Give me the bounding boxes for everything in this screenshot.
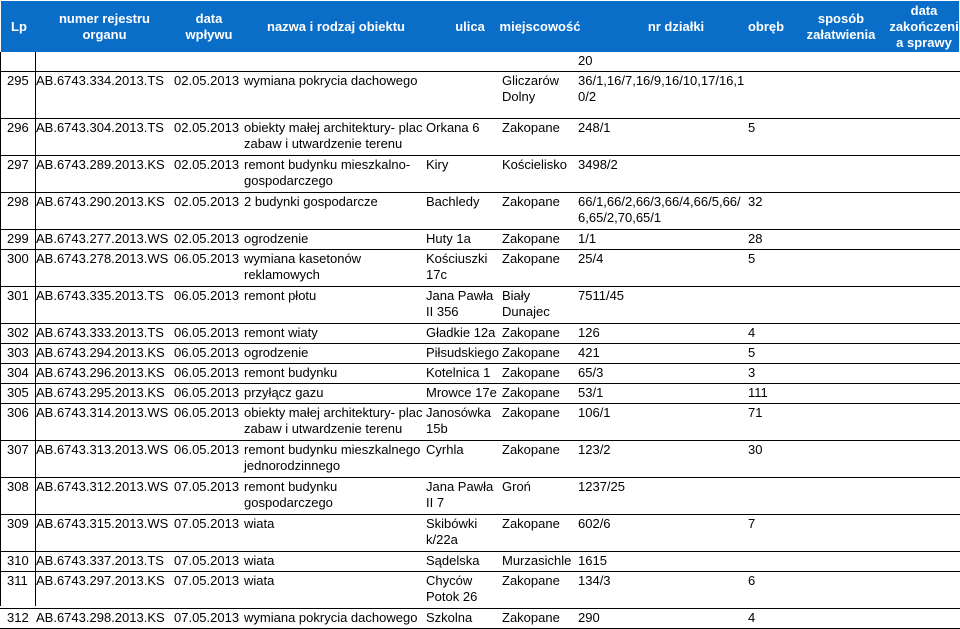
row-town: Kościelisko <box>502 157 568 172</box>
row-object-name: ogrodzenie <box>244 345 309 360</box>
row-object-name: przyłącz gazu <box>244 385 324 400</box>
row-lp: 307 <box>7 442 29 457</box>
header-resolution: sposób załatwienia <box>806 10 876 42</box>
row-lp: 296 <box>7 120 29 135</box>
row-register-number: AB.6743.314.2013.WS <box>36 405 169 420</box>
row-lp: 304 <box>7 365 29 380</box>
header-register-number: numer rejestru organu <box>58 10 151 42</box>
row-street: Huty 1a <box>426 231 471 246</box>
row-register-number: AB.6743.277.2013.WS <box>36 231 169 246</box>
row-date: 02.05.2013 <box>174 194 240 209</box>
row-plot: 3498/2 <box>578 157 618 172</box>
row-object-name: remont budynku mieszkalnego jednorodzinnego <box>244 442 421 473</box>
row-precinct: 4 <box>748 325 756 340</box>
row-register-number: AB.6743.312.2013.WS <box>36 479 169 494</box>
row-plot: 7511/45 <box>578 288 625 303</box>
row-precinct: 28 <box>748 231 763 246</box>
row-precinct: 5 <box>748 345 756 360</box>
row-lp: 295 <box>7 73 29 88</box>
row-plot: 1237/25 <box>578 479 625 494</box>
row-object-name: wymiana pokrycia dachowego <box>244 73 418 88</box>
row-object-name: wiata <box>244 553 275 568</box>
row-register-number: AB.6743.298.2013.KS <box>36 610 165 625</box>
row-object-name: remont budynku gospodarczego <box>244 479 338 510</box>
row-precinct: 5 <box>748 251 756 266</box>
row-register-number: AB.6743.297.2013.KS <box>36 573 165 588</box>
row-town: Zakopane <box>502 385 560 400</box>
row-date: 07.05.2013 <box>174 610 240 625</box>
row-register-number: AB.6743.333.2013.TS <box>36 325 164 340</box>
table-row <box>0 478 960 515</box>
row-street: Kiry <box>426 157 449 172</box>
row-town: Zakopane <box>502 610 560 625</box>
table-row <box>0 552 960 572</box>
row-lp: 308 <box>7 479 29 494</box>
row-town: Zakopane <box>502 194 560 209</box>
row-date: 07.05.2013 <box>174 553 240 568</box>
row-date: 02.05.2013 <box>174 157 240 172</box>
row-precinct: 3 <box>748 365 756 380</box>
header-closing-date: data zakończeni a sprawy <box>889 2 959 50</box>
row-lp: 312 <box>7 610 29 625</box>
table-row <box>0 441 960 478</box>
row-register-number: AB.6743.278.2013.WS <box>36 251 169 266</box>
table-row <box>0 230 960 250</box>
row-lp: 300 <box>7 251 29 266</box>
row-date: 06.05.2013 <box>174 288 240 303</box>
row-register-number: AB.6743.290.2013.KS <box>36 194 165 209</box>
header-lp: Lp <box>11 18 27 34</box>
row-register-number: AB.6743.337.2013.TS <box>36 553 164 568</box>
table-row <box>0 364 960 384</box>
row-plot: 53/1 <box>578 385 604 400</box>
row-town: Groń <box>502 479 531 494</box>
row-plot: 1615 <box>578 553 607 568</box>
row-precinct: 111 <box>748 385 768 400</box>
row-date: 07.05.2013 <box>174 479 240 494</box>
row-street: Chyców Potok 26 <box>426 573 478 604</box>
row-street: Kościuszki 17c <box>426 251 488 282</box>
row-date: 02.05.2013 <box>174 231 240 246</box>
table-row <box>0 72 960 119</box>
row-lp: 299 <box>7 231 29 246</box>
table-row <box>0 609 960 629</box>
row-register-number: AB.6743.296.2013.KS <box>36 365 165 380</box>
row-plot: 1/1 <box>578 231 597 246</box>
table-row <box>0 287 960 324</box>
row-date: 06.05.2013 <box>174 345 240 360</box>
row-precinct: 30 <box>748 442 763 457</box>
row-town: Zakopane <box>502 516 560 531</box>
row-street: Jana Pawła II 356 <box>426 288 494 319</box>
header-precinct: obręb <box>747 18 785 34</box>
row-lp: 303 <box>7 345 29 360</box>
row-plot: 421 <box>578 345 600 360</box>
row-plot: 25/4 <box>578 251 604 266</box>
row-town: Zakopane <box>502 365 560 380</box>
table-row <box>0 515 960 552</box>
row-plot: 602/6 <box>578 516 611 531</box>
row-town: Gliczarów Dolny <box>502 73 560 104</box>
row-precinct: 5 <box>748 120 756 135</box>
row-plot: 65/3 <box>578 365 604 380</box>
row-register-number: AB.6743.294.2013.KS <box>36 345 165 360</box>
row-town: Zakopane <box>502 405 560 420</box>
row-register-number: AB.6743.289.2013.KS <box>36 157 165 172</box>
table-header <box>1 1 959 52</box>
row-street: Bachledy <box>426 194 480 209</box>
row-street: Skibówki k/22a <box>426 516 478 547</box>
row-plot: 123/2 <box>578 442 611 457</box>
row-town: Zakopane <box>502 442 560 457</box>
table-row <box>0 572 960 609</box>
row-lp: 309 <box>7 516 29 531</box>
header-plot-number: nr działki <box>647 18 705 34</box>
row-town: Zakopane <box>502 120 560 135</box>
row-date: 06.05.2013 <box>174 251 240 266</box>
row-precinct: 6 <box>748 573 756 588</box>
row-precinct: 32 <box>748 194 763 209</box>
row-object-name: remont budynku mieszkalno-gospodarczego <box>244 157 411 188</box>
row-plot: 126 <box>578 325 600 340</box>
table-row <box>0 324 960 344</box>
row-lp: 311 <box>7 573 28 588</box>
row-date: 06.05.2013 <box>174 442 240 457</box>
row-street: Mrowce 17e <box>426 385 497 400</box>
row-lp: 297 <box>7 157 29 172</box>
row-street: Gładkie 12a <box>426 325 496 340</box>
row-town: Murzasichle <box>502 553 572 568</box>
row-lp: 310 <box>7 553 29 568</box>
row-precinct: 71 <box>748 405 763 420</box>
row-object-name: ogrodzenie <box>244 231 309 246</box>
row-lp: 298 <box>7 194 29 209</box>
row-object-name: remont płotu <box>244 288 317 303</box>
row-register-number: AB.6743.315.2013.WS <box>36 516 169 531</box>
row-town: Zakopane <box>502 251 560 266</box>
table-row <box>0 250 960 287</box>
row-object-name: wiata <box>244 573 275 588</box>
row-town: Zakopane <box>502 345 560 360</box>
row-object-name: obiekty małej architektury- plac zabaw i utwardzenie terenu <box>244 120 423 151</box>
header-date-received: data wpływu <box>185 10 233 42</box>
row-town: Zakopane <box>502 573 560 588</box>
table-row <box>0 404 960 441</box>
row-street: Sądelska <box>426 553 480 568</box>
table-row <box>0 344 960 364</box>
row-date: 06.05.2013 <box>174 325 240 340</box>
row-street: Piłsudskiego <box>426 345 499 360</box>
row-date: 02.05.2013 <box>174 73 240 88</box>
row-date: 06.05.2013 <box>174 385 240 400</box>
row-plot: 36/1,16/7,16/9,16/10,17/16,1 0/2 <box>578 73 745 104</box>
carry-over-value: 20 <box>578 53 593 68</box>
header-town: miejscowość <box>499 18 581 34</box>
row-object-name: remont budynku <box>244 365 338 380</box>
row-precinct: 4 <box>748 610 756 625</box>
row-object-name: wymiana pokrycia dachowego <box>244 610 418 625</box>
row-date: 02.05.2013 <box>174 120 240 135</box>
row-date: 06.05.2013 <box>174 405 240 420</box>
row-street: Szkolna <box>426 610 473 625</box>
row-street: Cyrhla <box>426 442 464 457</box>
table-row <box>0 119 960 156</box>
row-register-number: AB.6743.335.2013.TS <box>36 288 164 303</box>
row-object-name: remont wiaty <box>244 325 318 340</box>
row-register-number: AB.6743.304.2013.TS <box>36 120 164 135</box>
row-lp: 302 <box>7 325 29 340</box>
row-date: 06.05.2013 <box>174 365 240 380</box>
row-precinct: 7 <box>748 516 756 531</box>
row-plot: 248/1 <box>578 120 611 135</box>
row-object-name: 2 budynki gospodarcze <box>244 194 378 209</box>
row-street: Orkana 6 <box>426 120 480 135</box>
row-object-name: wymiana kasetonów reklamowych <box>244 251 362 282</box>
header-object-name: nazwa i rodzaj obiektu <box>267 18 405 34</box>
row-lp: 301 <box>7 288 29 303</box>
row-plot: 106/1 <box>578 405 611 420</box>
row-town: Zakopane <box>502 231 560 246</box>
row-date: 07.05.2013 <box>174 573 240 588</box>
carry-over-row <box>0 52 960 72</box>
row-town: Zakopane <box>502 325 560 340</box>
row-street: Janosówka 15b <box>426 405 492 436</box>
row-register-number: AB.6743.334.2013.TS <box>36 73 164 88</box>
row-lp: 305 <box>7 385 29 400</box>
table-row <box>0 156 960 193</box>
header-street: ulica <box>455 18 485 34</box>
row-plot: 290 <box>578 610 600 625</box>
row-register-number: AB.6743.313.2013.WS <box>36 442 169 457</box>
row-date: 07.05.2013 <box>174 516 240 531</box>
row-plot: 66/1,66/2,66/3,66/4,66/5,66/ 6,65/2,70,65/1 <box>578 194 741 225</box>
row-object-name: obiekty małej architektury- plac zabaw i utwardzenie terenu <box>244 405 423 436</box>
row-object-name: wiata <box>244 516 275 531</box>
row-street: Kotelnica 1 <box>426 365 491 380</box>
row-street: Jana Pawła II 7 <box>426 479 494 510</box>
row-register-number: AB.6743.295.2013.KS <box>36 385 165 400</box>
row-plot: 134/3 <box>578 573 611 588</box>
table-row <box>0 193 960 230</box>
row-lp: 306 <box>7 405 29 420</box>
row-town: Biały Dunajec <box>502 288 550 319</box>
table-row <box>0 384 960 404</box>
